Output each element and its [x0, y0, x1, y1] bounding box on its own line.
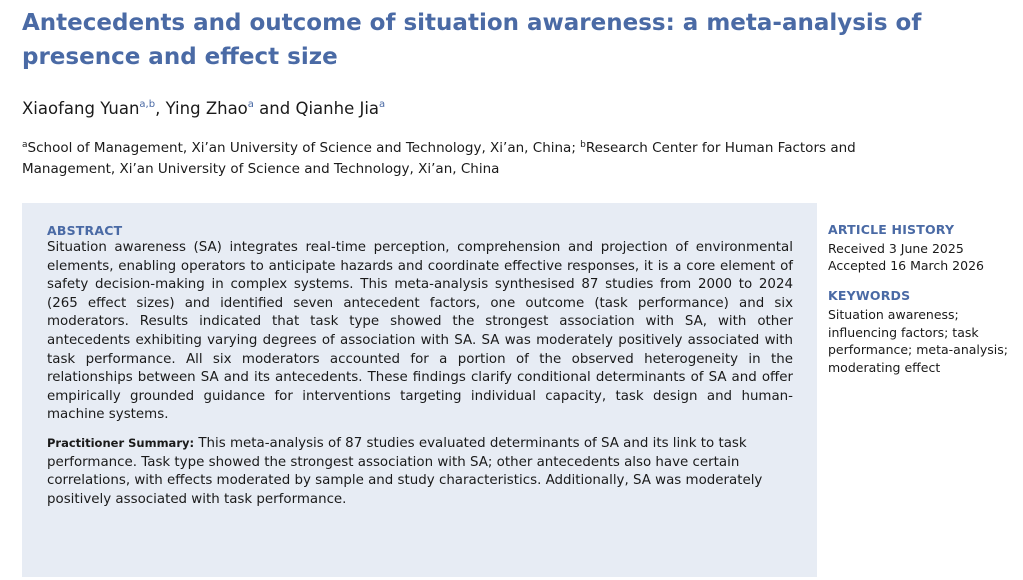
received-date: Received 3 June 2025: [828, 241, 964, 256]
author-list: [22, 98, 385, 120]
author-separator: and: [253, 99, 296, 118]
affiliation-mark: b: [580, 140, 586, 150]
author-affiliation-mark: a: [247, 99, 254, 110]
keywords-text: Situation awareness; influencing factors; task performance; meta-analysis; moderating effect: [828, 307, 1008, 375]
practitioner-summary: [47, 434, 793, 509]
abstract-box: [22, 203, 817, 577]
author-affiliation-mark: a,b: [139, 99, 156, 110]
affiliation-text: Research Center for Human Factors and Management, Xi’an University of Science and Technology, Xi’an, China: [22, 140, 856, 177]
author-name: Ying Zhao: [165, 99, 248, 118]
article-history: [828, 222, 1018, 274]
affiliation-text: School of Management, Xi’an University of Science and Technology, Xi’an, China;: [27, 140, 581, 156]
keywords-block: [828, 288, 1018, 376]
affiliation-mark: a: [22, 140, 28, 150]
affiliations: [22, 138, 952, 180]
keywords-heading: KEYWORDS: [828, 288, 911, 303]
paper-title: Antecedents and outcome of situation awareness: a meta-analysis of presence and effect size: [22, 10, 922, 70]
article-sidebar: [828, 222, 1018, 376]
accepted-date: Accepted 16 March 2026: [828, 258, 984, 273]
article-history-heading: ARTICLE HISTORY: [828, 222, 955, 237]
practitioner-summary-label: Practitioner Summary:: [47, 435, 195, 450]
practitioner-summary-text: This meta-analysis of 87 studies evaluated determinants of SA and its link to task performance. Task type showed the strongest association with SA; other antecedents also have certain correlations, with effects moderated by sample and study characteristics. Additionally, SA was moderately positively associated with task performance.: [47, 435, 763, 507]
abstract-heading: ABSTRACT: [47, 223, 123, 238]
abstract-text: Situation awareness (SA) integrates real-time perception, comprehension and projection of environmental elements, enabling operators to anticipate hazards and coordinate effective responses, it is a core element of safety decision-making in complex systems. This meta-analysis synthesised 87 studies from 2000 to 2024 (265 effect sizes) and identified seven antecedent factors, one outcome (task performance) and six moderators. Results indicated that task type showed the strongest association with SA, with other antecedents exhibiting varying degrees of association with SA. SA was moderately positively associated with task performance. All six moderators accounted for a portion of the observed heterogeneity in the relationships between SA and its antecedents. These findings clarify conditional determinants of SA and offer empirically grounded guidance for interventions targeting individual capacity, task design and human-machine systems.: [47, 240, 793, 423]
author-affiliation-mark: a: [379, 99, 386, 110]
author-name: Xiaofang Yuan: [22, 99, 140, 118]
author-name: Qianhe Jia: [295, 99, 380, 118]
author-separator: ,: [155, 99, 166, 118]
